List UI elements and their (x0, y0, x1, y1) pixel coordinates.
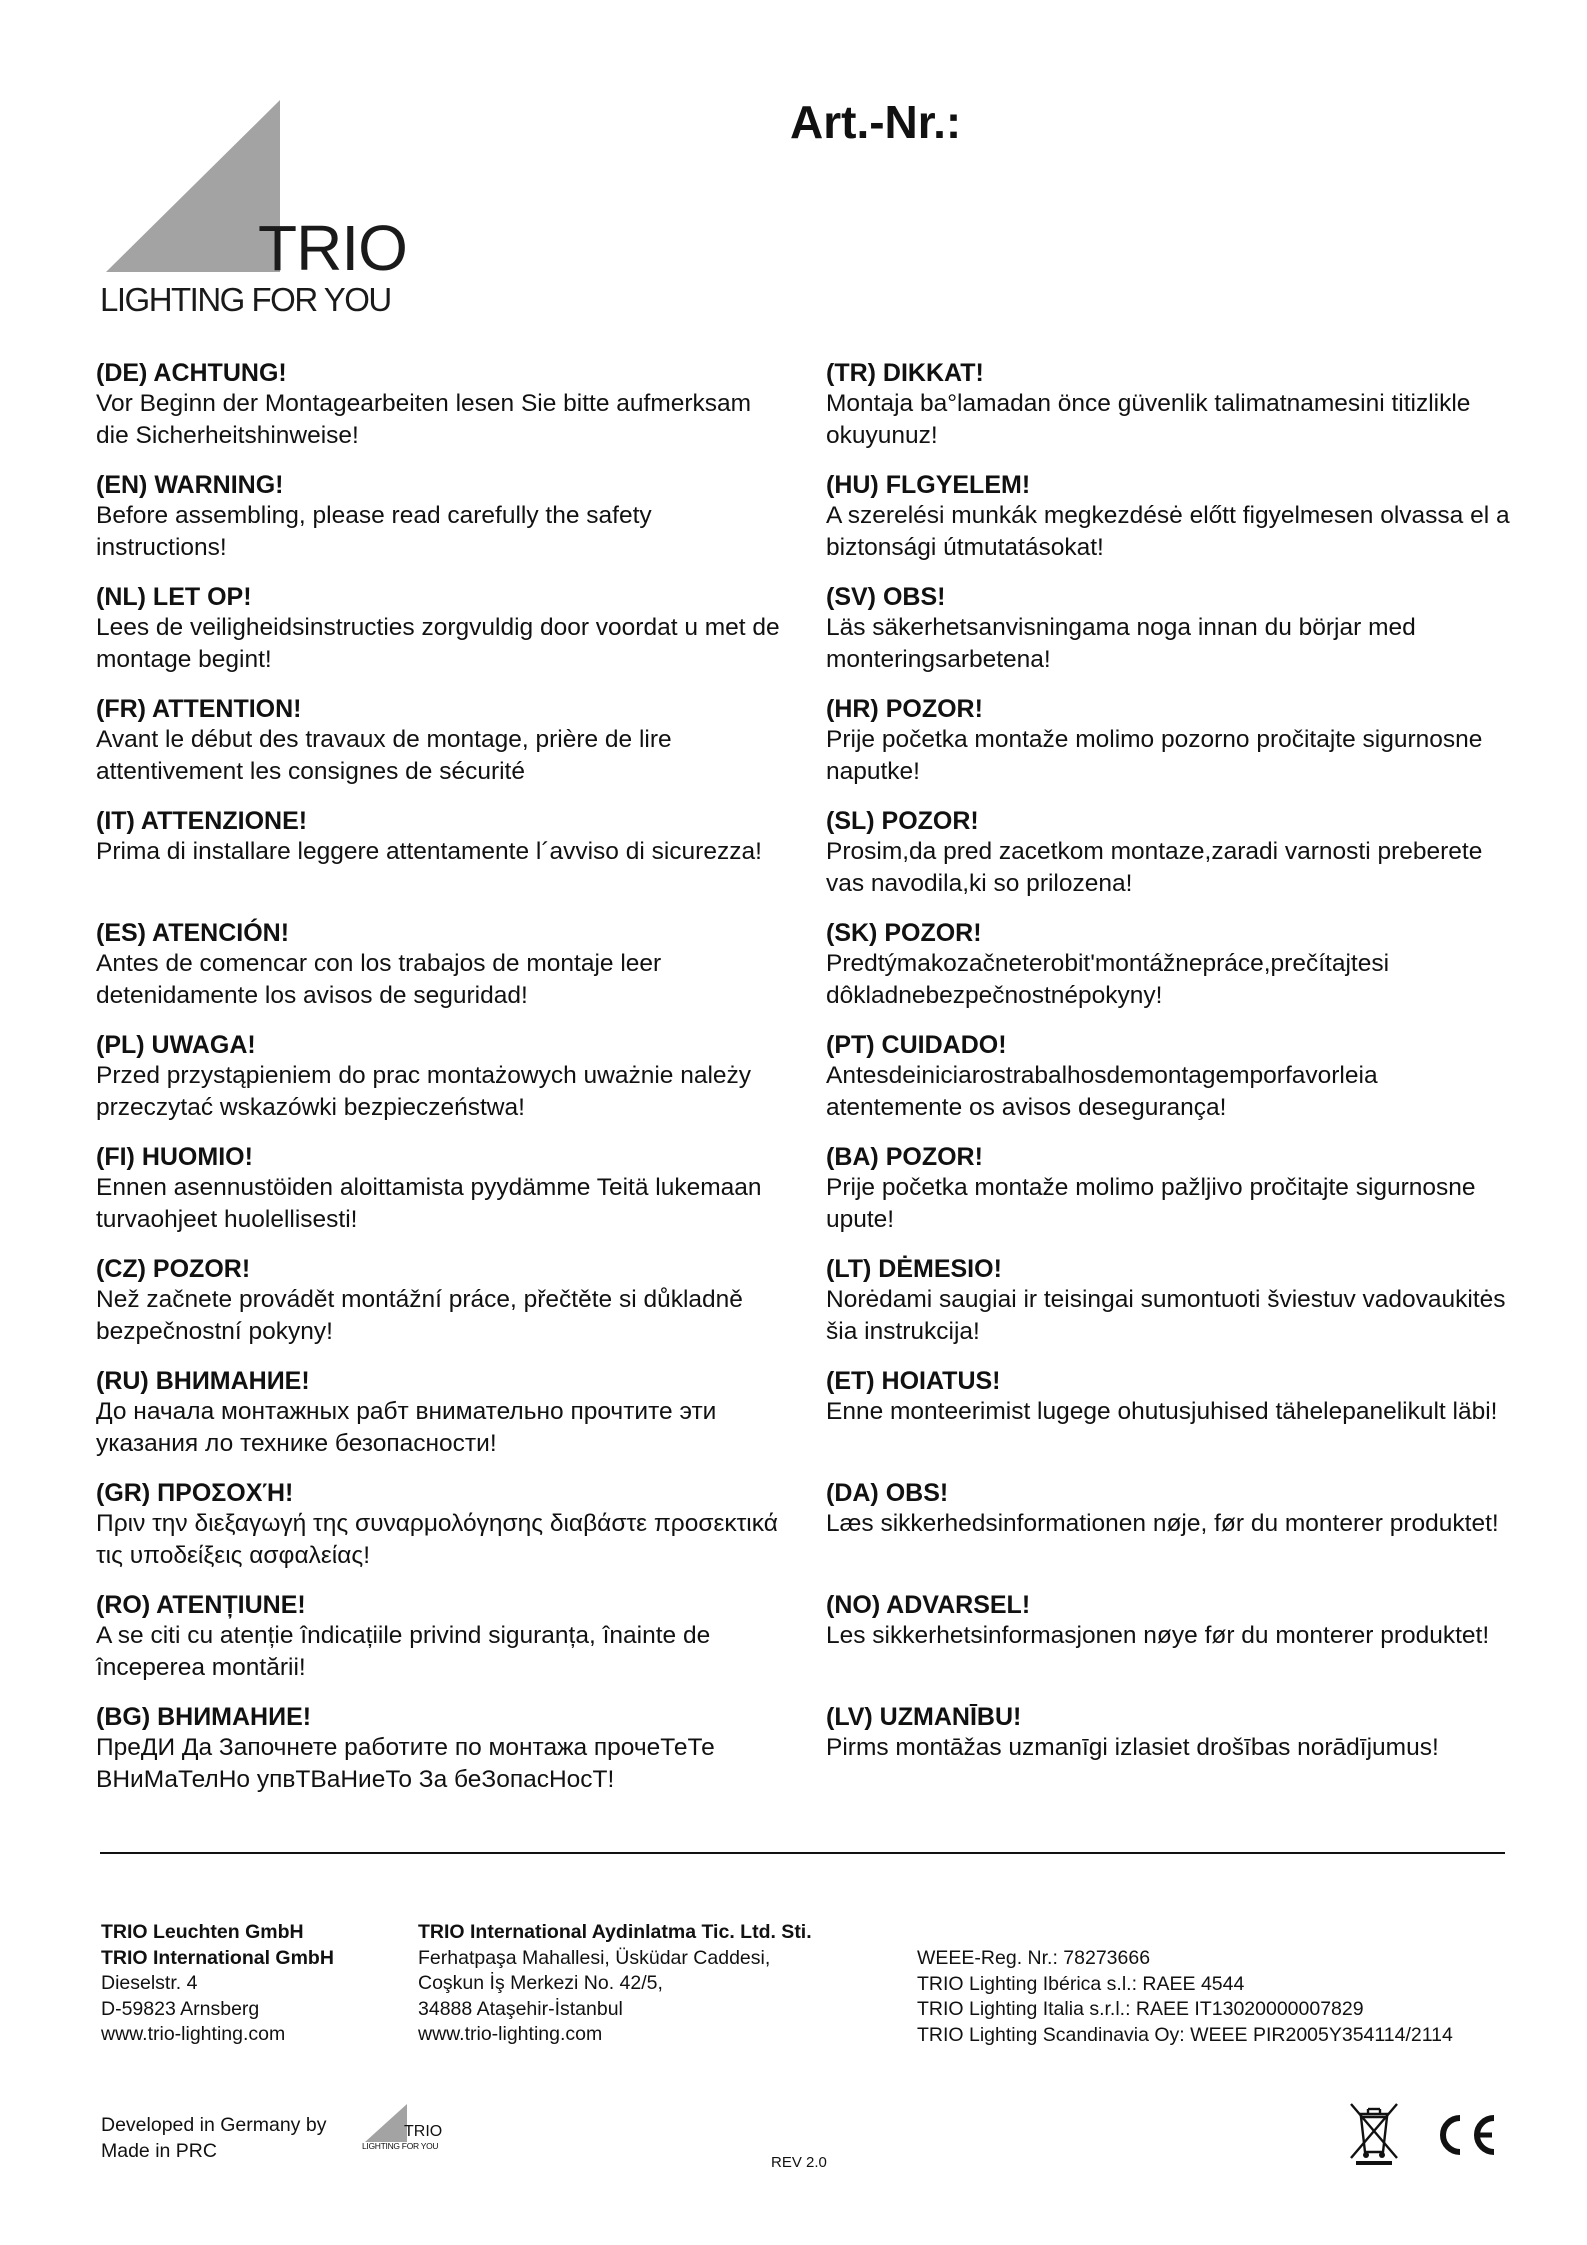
warning-text: Læs sikkerhedsinformationen nøje, før du monterer produktet! (826, 1510, 1499, 1537)
logo-name: TRIO (258, 212, 407, 284)
warning-title: (TR) DIKKAT! (826, 359, 984, 387)
warning-block-gr (96, 1478, 786, 1590)
warning-title: (LT) DĖMESIO! (826, 1255, 1002, 1283)
warning-block-hr (826, 694, 1516, 806)
city: D-59823 Arnsberg (101, 1997, 260, 2020)
warning-title: (SL) POZOR! (826, 807, 979, 835)
logo-tagline: LIGHTING FOR YOU (100, 281, 391, 318)
warning-title: (PT) CUIDADO! (826, 1031, 1007, 1059)
warning-block-fr (96, 694, 786, 806)
warning-title: (CZ) POZOR! (96, 1255, 251, 1283)
warning-block-lt (826, 1254, 1516, 1366)
warning-title: (DA) OBS! (826, 1479, 949, 1507)
warning-block-ba (826, 1142, 1516, 1254)
warning-title: (DE) ACHTUNG! (96, 359, 287, 387)
address-line: Coşkun İş Merkezi No. 42/5, (418, 1972, 663, 1994)
warning-block-da (826, 1478, 1516, 1590)
warning-text: Avant le début des travaux de montage, prière de lire attentivement les consignes de sécurité (96, 726, 672, 785)
warning-title: (BA) POZOR! (826, 1143, 983, 1171)
warnings-left-column (96, 358, 786, 1814)
warning-block-tr (826, 358, 1516, 470)
warning-title: (HR) POZOR! (826, 695, 983, 723)
warning-text: Πριν την διεξαγωγή της συναρμολόγησης διαβάστε προσεκτικά τις υποδείξεις ασφαλείας! (96, 1510, 778, 1569)
warning-block-no (826, 1590, 1516, 1702)
warning-text: Prije početka montaže molimo pažljivo pročitajte sigurnosne upute! (826, 1174, 1476, 1233)
mini-logo-tagline: LIGHTING FOR YOU (362, 2141, 439, 2151)
warning-text: Lees de veiligheidsinstructies zorgvuldig door voordat u met de montage begint! (96, 614, 780, 673)
weee-registration: WEEE-Reg. Nr.: 78273666 (917, 1947, 1151, 1969)
warning-block-sv (826, 582, 1516, 694)
origin-statement (101, 2112, 326, 2164)
warning-title: (SK) POZOR! (826, 919, 982, 947)
warning-block-pl (96, 1030, 786, 1142)
warning-text: Prosim,da pred zacetkom montaze,zaradi varnosti preberete vas navodila,ki so prilozena! (826, 838, 1483, 897)
warning-text: До начала монтажных рабт внимательно прочтите эти указания ло технике безопасности! (96, 1398, 717, 1457)
warnings-right-column (826, 358, 1516, 1814)
warning-text: Läs säkerhetsanvisningama noga innan du börjar med monteringsarbetena! (826, 614, 1416, 673)
website-link: www.trio-lighting.com (101, 2023, 286, 2045)
warning-block-hu (826, 470, 1516, 582)
warning-block-it (96, 806, 786, 918)
warning-text: Ennen asennustöiden aloittamista pyydämme Teitä lukemaan turvaohjeet huolellisesti! (96, 1174, 762, 1233)
warning-title: (RU) ВНИМАНИЕ! (96, 1367, 310, 1395)
ce-mark-icon (1432, 2110, 1500, 2160)
street: Dieselstr. 4 (101, 1972, 198, 1994)
warning-title: (ET) HOIATUS! (826, 1367, 1001, 1395)
warning-title: (GR) ΠΡΟΣΟΧΉ! (96, 1479, 294, 1507)
warning-text: A se citi cu atenție îndicațiile privind siguranța, înainte de începerea montării! (96, 1622, 711, 1681)
company-name-leuchten: TRIO Leuchten GmbH (101, 1921, 304, 1943)
registration-iberica: TRIO Lighting Ibérica s.l.: RAEE 4544 (917, 1972, 1245, 1995)
developed-in-label: Developed in Germany by (101, 2114, 327, 2136)
footer-divider (100, 1852, 1505, 1854)
warning-block-lv (826, 1702, 1516, 1814)
warning-block-de (96, 358, 786, 470)
trio-logo (100, 98, 430, 318)
warning-title: (NL) LET OP! (96, 583, 252, 611)
article-number-label: Art.-Nr.: (790, 96, 962, 148)
warning-text: Vor Beginn der Montagearbeiten lesen Sie bitte aufmerksam die Sicherheitshinweise! (96, 390, 752, 449)
warning-title: (FI) HUOMIO! (96, 1143, 253, 1171)
warning-block-sl (826, 806, 1516, 918)
warning-block-ru (96, 1366, 786, 1478)
warning-block-cz (96, 1254, 786, 1366)
footer-address-germany (101, 1920, 334, 2048)
warning-title: (EN) WARNING! (96, 471, 284, 499)
footer-address-turkey (418, 1920, 812, 2048)
warning-title: (FR) ATTENTION! (96, 695, 302, 723)
warning-title: (HU) FLGYELEM! (826, 471, 1031, 499)
address-line: Ferhatpaşa Mahallesi, Üsküdar Caddesi, (418, 1946, 771, 1969)
warning-text: Montaja ba°lamadan önce güvenlik talimatnamesini titizlikle okuyunuz! (826, 390, 1471, 449)
warning-text: Prije početka montaže molimo pozorno pročitajte sigurnosne naputke! (826, 726, 1483, 785)
warning-block-es (96, 918, 786, 1030)
registration-italia: TRIO Lighting Italia s.r.l.: RAEE IT13020000007829 (917, 1998, 1364, 2020)
warning-text: Enne monteerimist lugege ohutusjuhised tähelepanelikult läbi! (826, 1398, 1498, 1425)
warning-block-ro (96, 1590, 786, 1702)
mini-logo-name: TRIO (404, 2123, 443, 2140)
footer-registrations (917, 1946, 1453, 2048)
warning-block-fi (96, 1142, 786, 1254)
warning-block-pt (826, 1030, 1516, 1142)
warning-title: (ES) ATENCIÓN! (96, 919, 290, 947)
warning-text: Predtýmakozačneterobit'montážnepráce,prečítajtesi dôkladnebezpečnostnépokyny! (826, 950, 1390, 1009)
warning-title: (RO) ATENȚIUNE! (96, 1591, 306, 1619)
warning-text: Antesdeiniciarostrabalhosdemontagemporfavorleia atentemente os avisos desegurança! (826, 1062, 1378, 1121)
warning-text: Pirms montāžas uzmanīgi izlasiet drošības norādījumus! (826, 1734, 1439, 1761)
warning-title: (IT) ATTENZIONE! (96, 807, 308, 835)
warning-text: Než začnete provádět montážní práce, přečtěte si důkladně bezpečnostní pokyny! (96, 1286, 743, 1345)
warning-text: Antes de comencar con los trabajos de montaje leer detenidamente los avisos de seguridad! (96, 950, 662, 1009)
warning-title: (LV) UZMANĪBU! (826, 1703, 1022, 1731)
warning-text: Prima di installare leggere attentamente l´avviso di sicurezza! (96, 838, 762, 865)
warning-block-en (96, 470, 786, 582)
company-name-turkey: TRIO International Aydinlatma Tic. Ltd. Sti. (418, 1921, 812, 1943)
warning-title: (PL) UWAGA! (96, 1031, 256, 1059)
warning-block-nl (96, 582, 786, 694)
address-line: 34888 Ataşehir-İstanbul (418, 1997, 623, 2020)
made-in-label: Made in PRC (101, 2140, 217, 2162)
warning-block-sk (826, 918, 1516, 1030)
weee-crossed-bin-icon (1346, 2100, 1402, 2166)
warning-text: A szerelési munkák megkezdésė előtt figyelmesen olvassa el a biztonsági útmutatásokat! (826, 502, 1510, 561)
website-link: www.trio-lighting.com (418, 2023, 603, 2045)
warning-text: Before assembling, please read carefully the safety instructions! (96, 502, 652, 561)
warning-title: (BG) ВНИМАНИЕ! (96, 1703, 312, 1731)
mini-trio-logo (362, 2102, 452, 2158)
warning-text: ПреДИ Да Започнете работите по монтажа прочеТеТе ВНиМаТелНо упвТВаНиеТо За беЗопасНосТ! (96, 1734, 715, 1793)
revision-label: REV 2.0 (771, 2154, 827, 2171)
warning-block-bg (96, 1702, 786, 1814)
warning-title: (SV) OBS! (826, 583, 946, 611)
warning-block-et (826, 1366, 1516, 1478)
warning-text: Przed przystąpieniem do prac montażowych uważnie należy przeczytać wskazówki bezpieczeństwa! (96, 1062, 752, 1121)
warning-title: (NO) ADVARSEL! (826, 1591, 1031, 1619)
warning-text: Les sikkerhetsinformasjonen nøye før du monterer produktet! (826, 1622, 1490, 1649)
company-name-international: TRIO International GmbH (101, 1946, 334, 1969)
warning-text: Norėdami saugiai ir teisingai sumontuoti šviestuv vadovaukitės šia instrukcija! (826, 1286, 1506, 1345)
registration-scandinavia: TRIO Lighting Scandinavia Oy: WEEE PIR2005Y354114/2114 (917, 2023, 1453, 2046)
